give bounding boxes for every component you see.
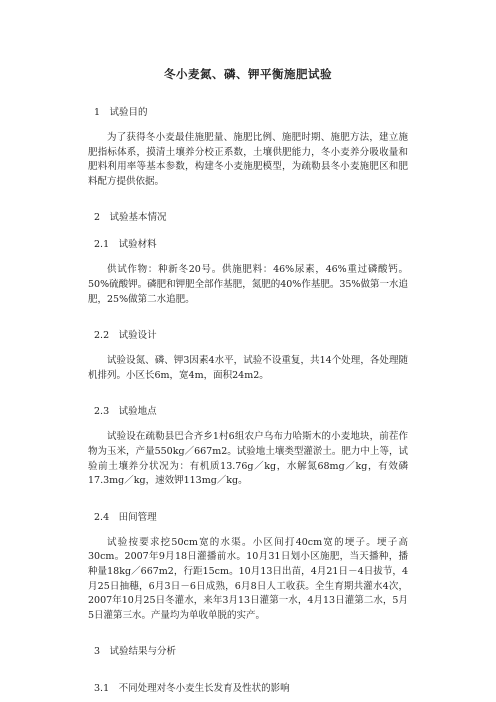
section-heading-1: 1 试验目的	[94, 107, 148, 118]
section-heading-2-3: 2.3 试验地点	[94, 406, 157, 418]
section-body-2-4: 试验按要求挖50cm宽的水渠。小区间打40cm宽的埂子。埂子高30cm。2007年9月18日灌播前水。10月31日划小区施肥，当天播种，播种量18kg／667m2，行距15cm。10月13日出苗，4月21日－4日拔节，4月25日抽穗，6月3日－6日成熟，6月8日人工收获。全生育期共灌水4次，2007年10月25日冬灌水，来年3月13日灌第一水，4月13日灌第二水，5月5日灌第三水。产量均为单收单脱的实产。	[88, 536, 408, 621]
section-spacer	[88, 670, 408, 680]
section-body-2-3: 试验设在疏勒县巴合齐乡1村6组农户乌布力哈斯木的小麦地块，前茬作物为玉米，产量550kg／667m2。试验地土壤类型灌淤土。肥力中上等，试验前土壤养分状况为：有机质13.76g／kg，水解氮68mg／kg，有效磷17.3mg／kg，速效钾113mg／kg。	[88, 431, 408, 487]
document-title: 冬小麦氮、磷、钾平衡施肥试验	[164, 67, 332, 81]
section-heading-2-1: 2.1 试验材料	[94, 239, 157, 251]
section-heading-3-1: 3.1 不同处理对冬小麦生长发育及性状的影响	[94, 683, 290, 695]
section-heading-3: 3 试验结果与分析	[94, 646, 177, 658]
section-body-2-1: 供试作物：种新冬20号。供施肥料：46%尿素，46%重过磷酸钙。50%硫酸钾。磷肥和钾肥全部作基肥，氮肥的40%作基肥。35%做第一水追肥，25%做第二水追肥。	[88, 264, 408, 305]
section-body-1: 为了获得冬小麦最佳施肥量、施肥比例、施肥时期、施肥方法，建立施肥指标体系，摸清土壤养分校正系数，土壤供肥能力，冬小麦养分吸收量和肥料利用率等基本参数，构建冬小麦施肥模型，为疏勒县冬小麦施肥区和肥料配方提供依据。	[88, 132, 408, 187]
section-heading-2: 2 试验基本情况	[94, 212, 167, 224]
section-body-2-2: 试验设氮、磷、钾3因素4水平，试验不设重复，共14个处理，各处理随机排列。小区长6m，宽4m，面积24m2。	[88, 355, 408, 381]
section-heading-2-2: 2.2 试验设计	[94, 330, 157, 342]
section-heading-2-4: 2.4 田间管理	[94, 511, 157, 523]
